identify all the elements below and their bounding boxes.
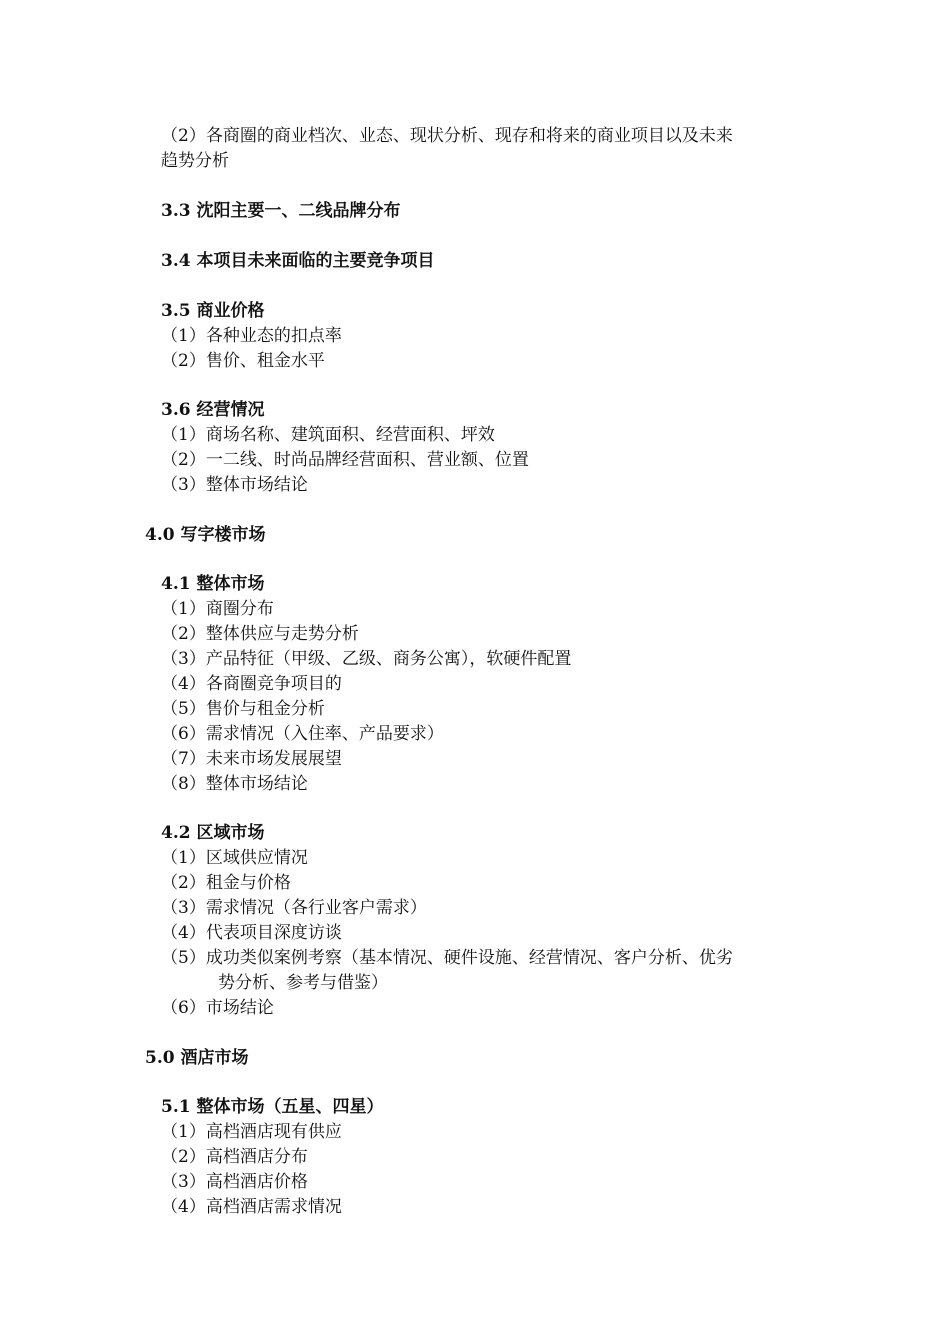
list-item: （2）租金与价格: [161, 873, 291, 893]
section-heading-5-1: 5.1 整体市场（五星、四星）: [161, 1097, 384, 1117]
list-item: （3）高档酒店价格: [161, 1172, 308, 1192]
list-item: （6）市场结论: [161, 998, 274, 1018]
list-item: （3）整体市场结论: [161, 475, 308, 495]
chapter-heading-5-0: 5.0 酒店市场: [145, 1048, 249, 1068]
list-item: （1）商场名称、建筑面积、经营面积、坪效: [161, 425, 495, 445]
list-item: （5）售价与租金分析: [161, 699, 325, 719]
chapter-heading-4-0: 4.0 写字楼市场: [145, 525, 266, 545]
list-item: （3）产品特征（甲级、乙级、商务公寓），软硬件配置: [161, 649, 572, 669]
list-item: （3）需求情况（各行业客户需求）: [161, 898, 427, 918]
list-item-continuation: 势分析、参考与借鉴）: [218, 973, 388, 993]
list-item: （4）高档酒店需求情况: [161, 1197, 342, 1217]
section-heading-4-1: 4.1 整体市场: [161, 574, 265, 594]
list-item: （1）高档酒店现有供应: [161, 1122, 342, 1142]
list-item: （4）各商圈竞争项目的: [161, 674, 342, 694]
section-heading-4-2: 4.2 区域市场: [161, 823, 265, 843]
list-item: （2）售价、租金水平: [161, 351, 325, 371]
list-item: （8）整体市场结论: [161, 774, 308, 794]
list-item: （2）整体供应与走势分析: [161, 624, 359, 644]
list-item: （1）商圈分布: [161, 599, 274, 619]
list-item: （7）未来市场发展展望: [161, 749, 342, 769]
list-item: （5）成功类似案例考察（基本情况、硬件设施、经营情况、客户分析、优劣: [161, 948, 733, 968]
list-item: （6）需求情况（入住率、产品要求）: [161, 724, 444, 744]
list-item: （2）高档酒店分布: [161, 1147, 308, 1167]
list-item: （1）各种业态的扣点率: [161, 326, 342, 346]
section-heading-3-4: 3.4 本项目未来面临的主要竞争项目: [161, 251, 435, 271]
section-heading-3-6: 3.6 经营情况: [161, 400, 265, 420]
list-item-continuation: 趋势分析: [161, 151, 229, 171]
list-item: （2）一二线、时尚品牌经营面积、营业额、位置: [161, 450, 529, 470]
list-item: （2）各商圈的商业档次、业态、现状分析、现存和将来的商业项目以及未来: [161, 126, 733, 146]
section-heading-3-3: 3.3 沈阳主要一、二线品牌分布: [161, 201, 401, 221]
list-item: （4）代表项目深度访谈: [161, 923, 342, 943]
section-heading-3-5: 3.5 商业价格: [161, 301, 265, 321]
list-item: （1）区域供应情况: [161, 848, 308, 868]
